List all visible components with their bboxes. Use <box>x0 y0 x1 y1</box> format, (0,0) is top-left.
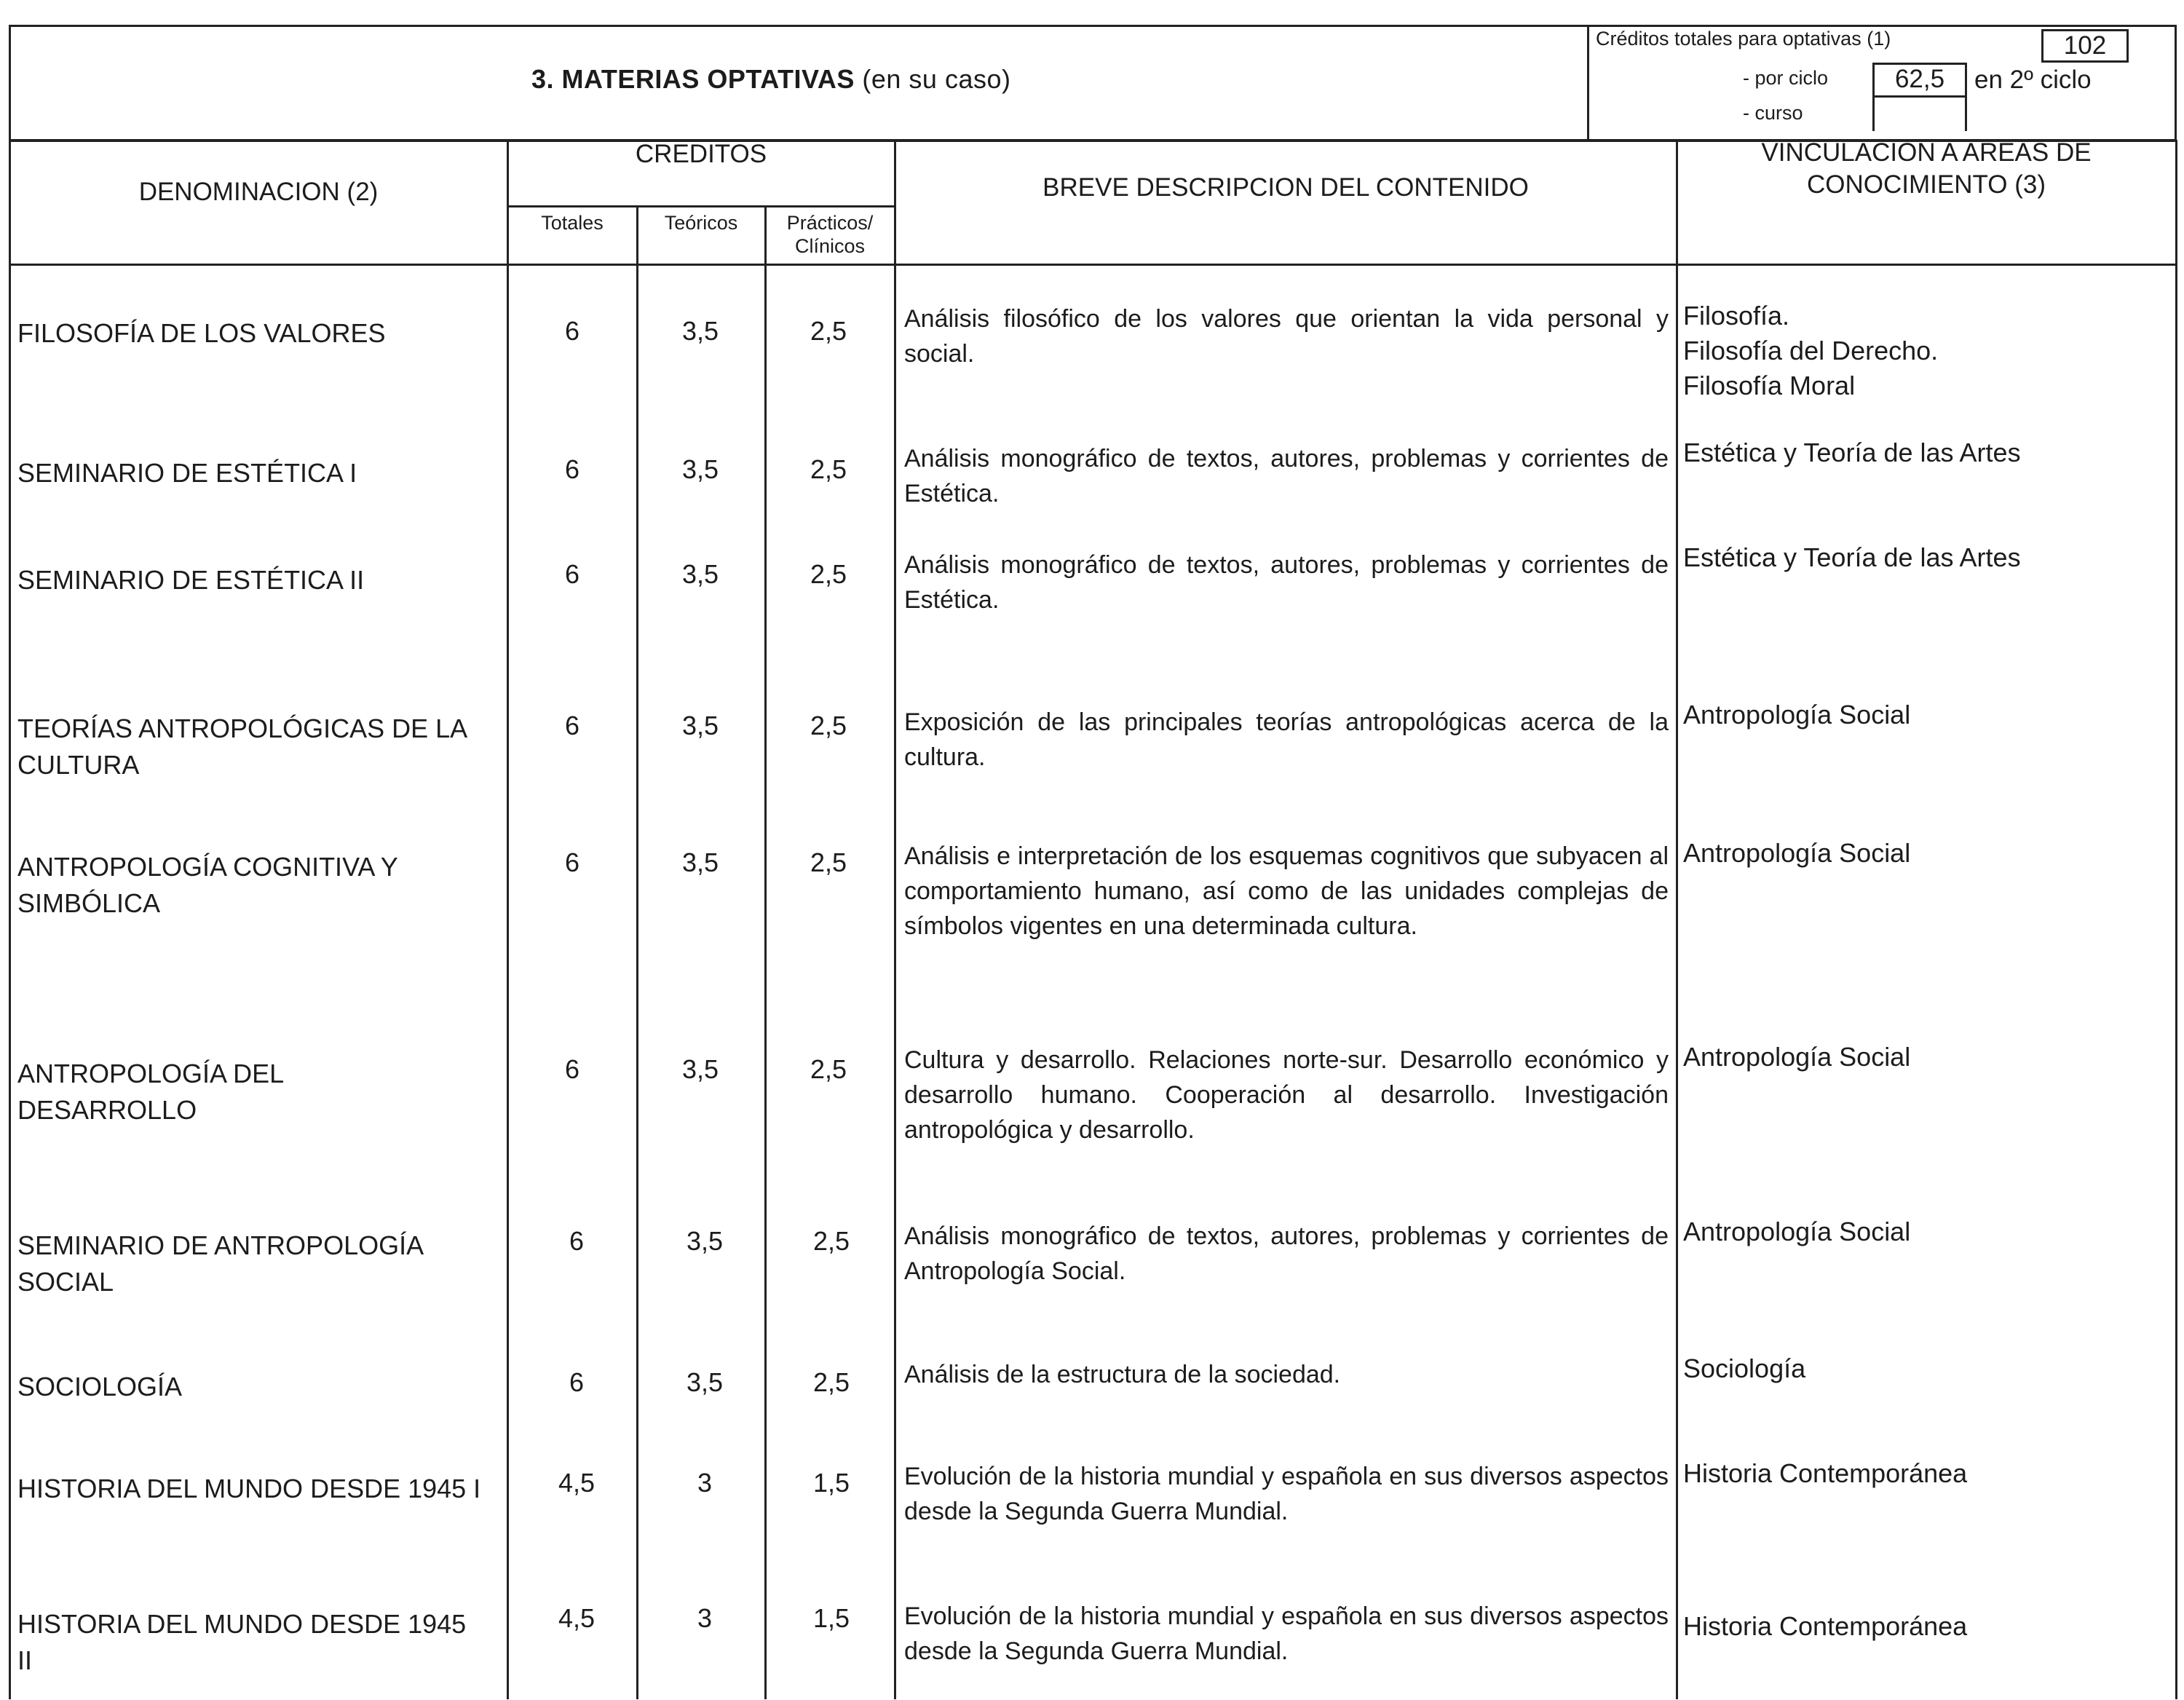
row-area <box>1683 299 2149 403</box>
curso-label: - curso <box>1743 102 1803 124</box>
body-divider-2 <box>507 265 509 1699</box>
row-teoricos: 3,5 <box>681 847 719 877</box>
col-header-vinculacion <box>1677 137 2175 201</box>
row-area-line: Filosofía del Derecho. <box>1683 336 1939 365</box>
row-teoricos: 3,5 <box>681 1054 719 1084</box>
row-area <box>1683 836 2149 871</box>
row-area-line: Sociología <box>1683 1353 1806 1383</box>
col-header-creditos: CREDITOS <box>635 140 767 168</box>
row-practicos: 2,5 <box>812 1226 850 1256</box>
row-area <box>1683 1214 2149 1249</box>
col-header-practicos <box>766 211 894 258</box>
row-totales: 6 <box>564 559 580 589</box>
row-area-line: Antropología Social <box>1683 1042 1911 1072</box>
row-area-line: Historia Contemporánea <box>1683 1458 1968 1488</box>
row-description: Análisis filosófico de los valores que orientan la vida personal y social. <box>904 305 1669 368</box>
row-totales: 4,5 <box>558 1468 596 1498</box>
row-description: Análisis de la estructura de la sociedad. <box>904 1361 1341 1388</box>
row-teoricos: 3 <box>697 1468 713 1498</box>
row-totales: 6 <box>569 1367 585 1397</box>
body-divider-4 <box>764 265 767 1699</box>
row-name: ANTROPOLOGÍA DEL DESARROLLO <box>17 1059 283 1125</box>
credits-total-label: Créditos totales para optativas (1) <box>1596 28 1891 50</box>
row-area <box>1683 1351 2149 1386</box>
row-practicos: 2,5 <box>810 1054 847 1084</box>
row-description: Análisis monográfico de textos, autores, problemas y corrientes de Estética. <box>904 551 1669 614</box>
row-description: Análisis e interpretación de los esquemas cognitivos que subyacen al comportamiento humano, así como de las unidades complejas de símbolos vigentes en una determinada cultura. <box>904 842 1669 940</box>
row-name: HISTORIA DEL MUNDO DESDE 1945 I <box>17 1474 481 1503</box>
por-ciclo-value: 62,5 <box>1872 63 1967 98</box>
section-number: 3. <box>531 64 555 94</box>
row-practicos: 2,5 <box>810 711 847 740</box>
row-practicos: 2,5 <box>810 316 847 346</box>
row-totales: 6 <box>564 1054 580 1084</box>
row-totales: 6 <box>564 454 580 484</box>
row-teoricos: 3,5 <box>686 1367 724 1397</box>
row-teoricos: 3,5 <box>681 316 719 346</box>
row-teoricos: 3,5 <box>686 1226 724 1256</box>
curso-box <box>1872 98 1967 131</box>
section-title <box>531 64 1405 95</box>
section-qualifier: (en su caso) <box>862 64 1011 94</box>
row-totales: 6 <box>569 1226 585 1256</box>
col-header-vinculacion-line2: CONOCIMIENTO (3) <box>1807 170 2046 199</box>
body-divider-6 <box>1676 265 1678 1699</box>
col-header-totales: Totales <box>541 212 604 234</box>
row-practicos: 2,5 <box>810 454 847 484</box>
credits-total-value: 102 <box>2041 29 2129 63</box>
col-header-teoricos: Teóricos <box>664 212 738 234</box>
row-description: Evolución de la historia mundial y española en sus diversos aspectos desde la Segunda Guerra Mundial. <box>904 1463 1669 1525</box>
row-area <box>1683 697 2149 732</box>
row-area-line: Historia Contemporánea <box>1683 1611 1968 1641</box>
row-description: Exposición de las principales teorías antropológicas acerca de la cultura. <box>904 708 1669 771</box>
row-area-line: Estética y Teoría de las Artes <box>1683 438 2021 467</box>
row-practicos: 2,5 <box>810 847 847 877</box>
row-teoricos: 3,5 <box>681 559 719 589</box>
row-totales: 6 <box>564 316 580 346</box>
row-name: SOCIOLOGÍA <box>17 1372 183 1401</box>
row-area <box>1683 1456 2149 1491</box>
por-ciclo-label: - por ciclo <box>1743 67 1829 89</box>
body-divider-1 <box>9 265 11 1699</box>
row-teoricos: 3,5 <box>681 454 719 484</box>
row-practicos: 2,5 <box>810 559 847 589</box>
row-practicos: 1,5 <box>812 1468 850 1498</box>
body-divider-3 <box>636 265 638 1699</box>
row-area <box>1683 1040 2149 1075</box>
row-area-line: Antropología Social <box>1683 700 1911 730</box>
row-name: HISTORIA DEL MUNDO DESDE 1945 II <box>17 1609 467 1675</box>
ciclo-text: en 2º ciclo <box>1974 66 2092 94</box>
row-area <box>1683 435 2149 470</box>
row-totales: 4,5 <box>558 1603 596 1633</box>
row-area <box>1683 540 2149 575</box>
body-divider-7 <box>2175 265 2177 1699</box>
row-area-line: Antropología Social <box>1683 1217 1911 1246</box>
row-area <box>1683 1609 2149 1644</box>
creditos-sub-line <box>507 205 895 207</box>
row-practicos: 2,5 <box>812 1367 850 1397</box>
row-name: SEMINARIO DE ANTROPOLOGÍA SOCIAL <box>17 1230 423 1297</box>
col-header-practicos-line2: Clínicos <box>794 235 866 257</box>
row-area-line: Filosofía Moral <box>1683 371 1856 400</box>
row-area-line: Estética y Teoría de las Artes <box>1683 542 2021 572</box>
row-name: FILOSOFÍA DE LOS VALORES <box>17 318 386 348</box>
col-header-descripcion: BREVE DESCRIPCION DEL CONTENIDO <box>1042 173 1529 202</box>
row-totales: 6 <box>564 847 580 877</box>
row-name: SEMINARIO DE ESTÉTICA II <box>17 565 365 595</box>
row-name: ANTROPOLOGÍA COGNITIVA Y SIMBÓLICA <box>17 852 398 918</box>
row-area-line: Filosofía. <box>1683 301 1790 331</box>
row-description: Cultura y desarrollo. Relaciones norte-sur. Desarrollo económico y desarrollo humano. Cooperación al desarrollo. Investigación antropológica y desarrollo. <box>904 1046 1669 1144</box>
row-teoricos: 3,5 <box>681 711 719 740</box>
row-area-line: Antropología Social <box>1683 838 1911 868</box>
section-name: MATERIAS OPTATIVAS <box>561 64 855 94</box>
col-header-practicos-line1: Prácticos/ <box>786 212 874 234</box>
col-divider-7 <box>2175 140 2177 265</box>
body-divider-5 <box>894 265 896 1699</box>
row-description: Análisis monográfico de textos, autores, problemas y corrientes de Antropología Social. <box>904 1222 1669 1285</box>
row-totales: 6 <box>564 711 580 740</box>
row-description: Evolución de la historia mundial y española en sus diversos aspectos desde la Segunda Guerra Mundial. <box>904 1602 1669 1665</box>
row-name: TEORÍAS ANTROPOLÓGICAS DE LA CULTURA <box>17 713 467 780</box>
row-name: SEMINARIO DE ESTÉTICA I <box>17 458 357 488</box>
row-description: Análisis monográfico de textos, autores, problemas y corrientes de Estética. <box>904 445 1669 507</box>
col-header-denominacion: DENOMINACION (2) <box>138 178 379 206</box>
row-practicos: 1,5 <box>812 1603 850 1633</box>
header-divider <box>1587 25 1589 141</box>
col-header-vinculacion-line1: VINCULACION A AREAS DE <box>1761 138 2092 167</box>
col-header-bottom-line <box>9 264 2177 266</box>
row-teoricos: 3 <box>697 1603 713 1633</box>
